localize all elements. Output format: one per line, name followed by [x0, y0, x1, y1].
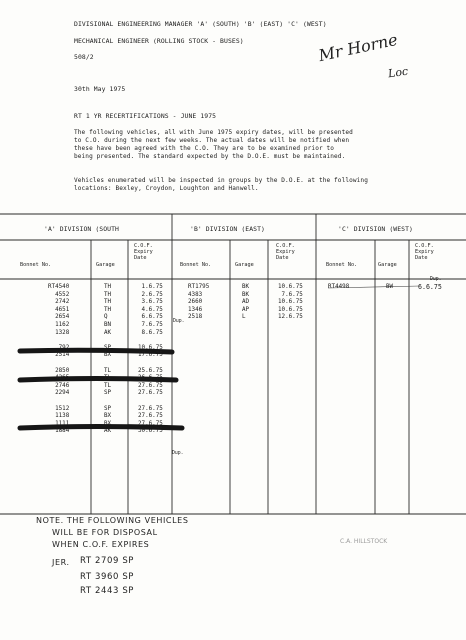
disposal-vehicle-3: RT 2443 SP — [80, 586, 135, 596]
disposal-vehicle-2: RT 3960 SP — [80, 572, 135, 582]
a-garage-column: TH TH TH TH Q BN AK SP BX TL TL TL SP SP BX BX AK — [104, 284, 112, 435]
handwritten-signature-suffix: Loc — [387, 64, 409, 81]
c-date-column: 6.6.75 — [418, 283, 442, 291]
handwritten-signature: Mr Horne — [316, 29, 400, 66]
memo-subject: RT 1 YR RECERTIFICATIONS - JUNE 1975 — [74, 112, 217, 120]
c-garage-column: BW — [386, 284, 394, 290]
dup-annotation-c: Dup. — [430, 277, 442, 282]
memo-from-line: MECHANICAL ENGINEER (ROLLING STOCK - BUSES) — [74, 37, 244, 45]
division-a-header: 'A' DIVISION (SOUTH — [44, 225, 120, 233]
a-header-bonnet: Bonnet No. — [20, 262, 52, 268]
dup-annotation-b: Dup. — [173, 319, 185, 324]
note-line3: WHEN C.O.F. EXPIRES — [52, 540, 150, 549]
memo-date: 30th May 1975 — [74, 85, 126, 93]
memo-para1-line3: these have been agreed with the C.O. They are to be examined prior to — [74, 145, 335, 152]
a-bonnet-column: RT4540 4552 2742 4651 2654 1162 1328 792 2514 2850 4265 2746 2294 1512 1138 1111 1884 — [48, 284, 70, 435]
a-header-garage: Garage — [96, 262, 115, 268]
c-header-cof: C.O.F. Expiry Date — [415, 243, 434, 261]
disposal-vehicle-1: RT 2709 SP — [80, 556, 135, 566]
memo-para2-line1: Vehicles enumerated will be inspected in groups by the D.O.E. at the following — [74, 177, 368, 184]
faint-stamp: C.A. HILLSTOCK — [340, 538, 388, 545]
division-b-header: 'B' DIVISION (EAST) — [190, 225, 266, 233]
division-c-header: 'C' DIVISION (WEST) — [338, 225, 414, 233]
c-bonnet-column: RT4498 — [328, 284, 350, 290]
a-date-column: 1.6.75 2.6.75 3.6.75 4.6.75 6.6.75 7.6.75 8.6.75 10.6.75 17.6.75 25.6.75 26.6.75 27.6.75 27.6.75 27.6.75 27.6.75 27.6.75 30.6.75 — [138, 284, 163, 435]
memo-reference: 508/2 — [74, 53, 94, 61]
memo-para2-line2: locations: Bexley, Croydon, Loughton and Hanwell. — [74, 185, 259, 192]
c-header-bonnet: Bonnet No. — [326, 262, 358, 268]
b-header-cof: C.O.F. Expiry Date — [276, 243, 295, 261]
b-header-bonnet: Bonnet No. — [180, 262, 212, 268]
memo-to-line: DIVISIONAL ENGINEERING MANAGER 'A' (SOUTH) 'B' (EAST) 'C' (WEST) — [74, 20, 327, 28]
note-line2: WILL BE FOR DISPOSAL — [52, 528, 158, 537]
memo-para1-line4: being presented. The standard expected by the D.O.E. must be maintained. — [74, 153, 346, 160]
c-header-garage: Garage — [378, 262, 397, 268]
a-header-cof: C.O.F. Expiry Date — [134, 243, 153, 261]
b-garage-column: BK BK AD AP L — [242, 284, 250, 321]
b-header-garage: Garage — [235, 262, 254, 268]
note-prefix: JER. — [52, 558, 70, 567]
b-bonnet-column: RT1795 4383 2660 1346 2518 — [188, 284, 210, 321]
dup-annotation-a: Dup. — [172, 451, 184, 456]
memo-para1-line1: The following vehicles, all with June 1975 expiry dates, will be presented — [74, 129, 353, 136]
b-date-column: 10.6.75 7.6.75 10.6.75 10.6.75 12.6.75 — [278, 284, 303, 321]
note-line1: NOTE. THE FOLLOWING VEHICLES — [36, 516, 189, 525]
memo-para1-line2: to C.O. during the next few weeks. The actual dates will be notified when — [74, 137, 350, 144]
